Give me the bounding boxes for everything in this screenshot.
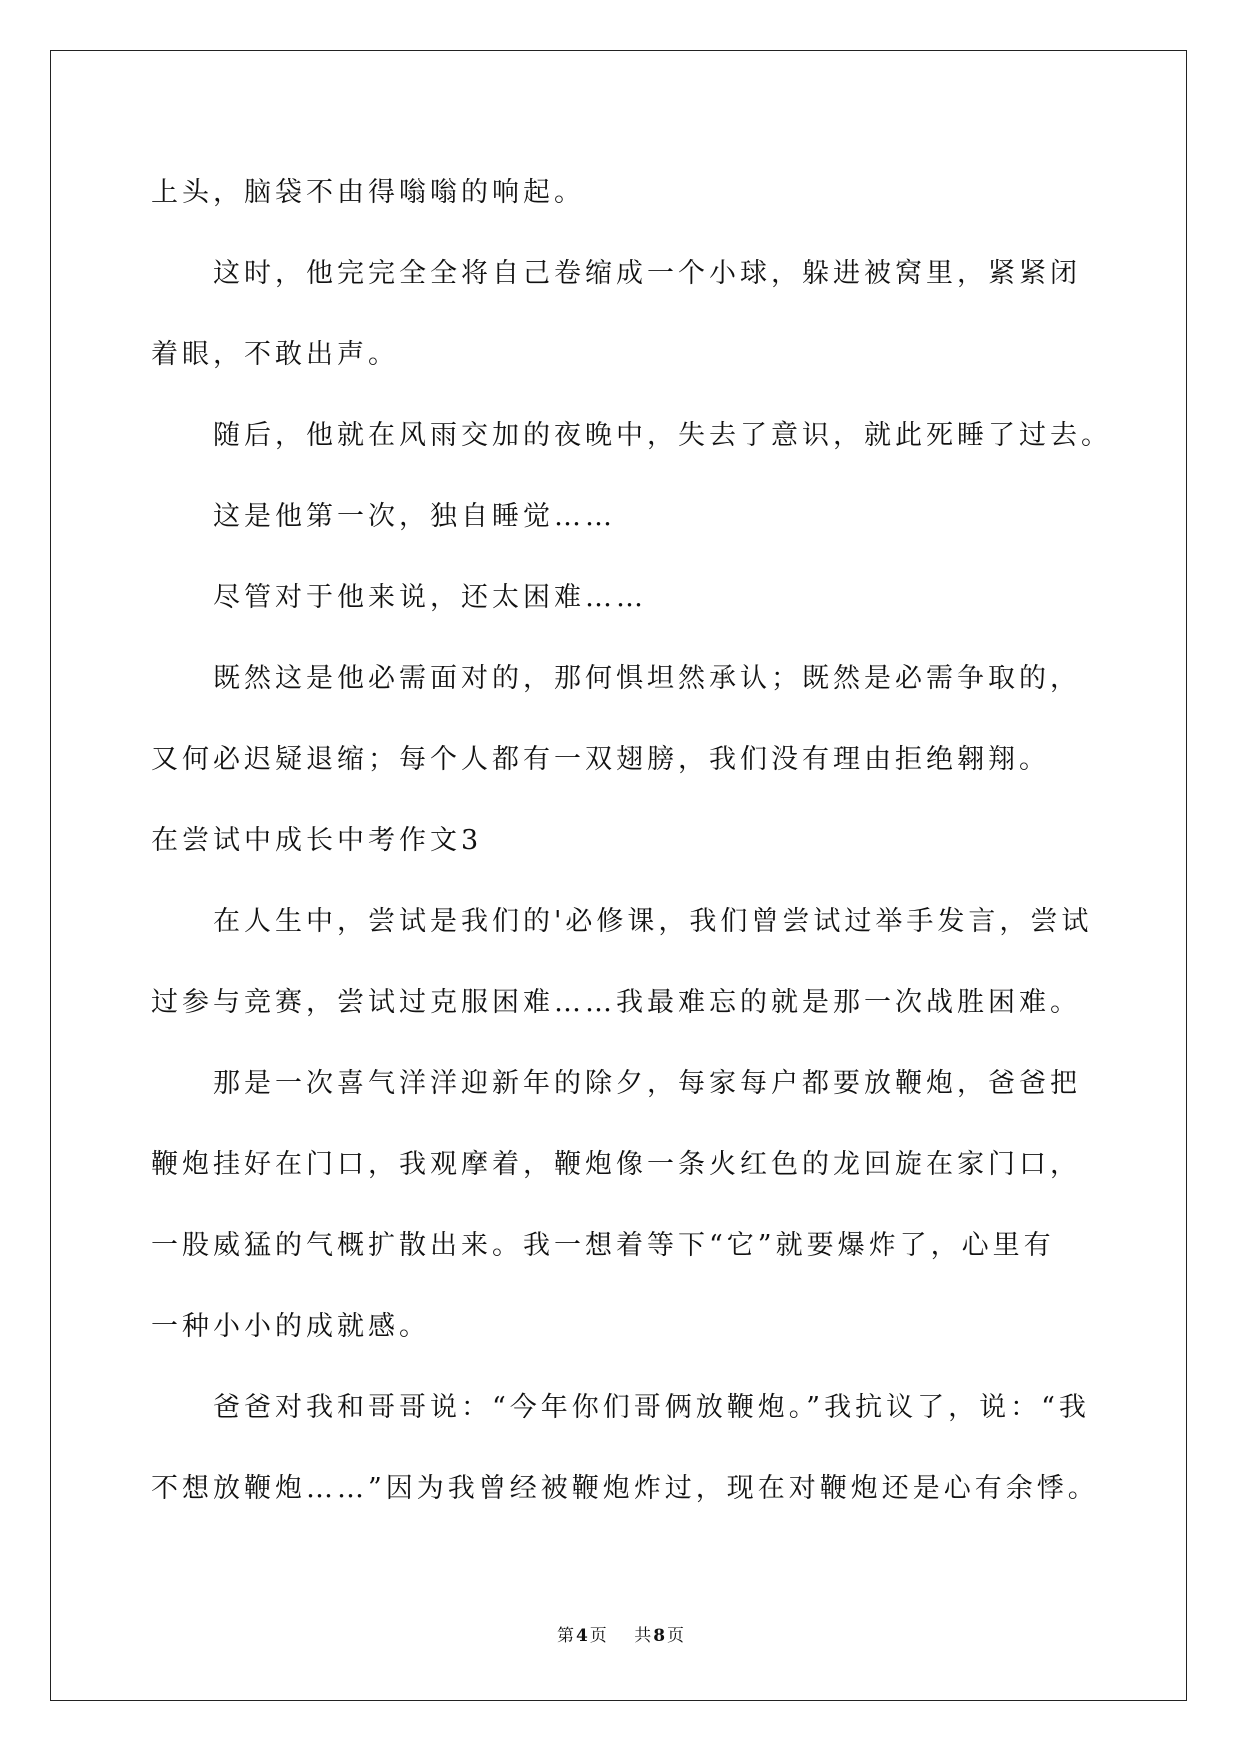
text-line: 上头，脑袋不由得嗡嗡的响起。 [151,177,585,208]
text-line: 这是他第一次，独自睡觉…… [213,501,616,532]
text-line: 那是一次喜气洋洋迎新年的除夕，每家每户都要放鞭炮，爸爸把 [213,1068,1081,1099]
paragraph [151,1043,1161,1367]
page-indicator [557,1626,612,1646]
paragraph [151,476,1161,557]
text-line: 一种小小的成就感。 [151,1311,430,1342]
paragraph [151,638,1161,800]
page-number: 4 [575,1626,588,1646]
page-prefix: 第 [556,1626,574,1646]
paragraph [151,881,1161,1043]
page-suffix: 页 [589,1626,607,1646]
text-line: 这时，他完完全全将自己卷缩成一个小球，躲进被窝里，紧紧闭 [213,258,1081,289]
text-line: 在人生中，尝试是我们的'必修课，我们曾尝试过举手发言，尝试 [213,906,1093,937]
essay-title: 在尝试中成长中考作文3 [151,825,483,856]
total-prefix: 共 [634,1626,652,1646]
document-body [151,152,1161,1529]
paragraph [151,152,1161,233]
text-line: 又何必迟疑退缩；每个人都有一双翅膀，我们没有理由拒绝翱翔。 [151,744,1050,775]
text-line: 爸爸对我和哥哥说：“今年你们哥俩放鞭炮。”我抗议了，说：“我 [213,1392,1090,1423]
paragraph [151,1367,1161,1529]
paragraph [151,557,1161,638]
page-footer [0,1624,1241,1648]
text-line: 既然这是他必需面对的，那何惧坦然承认；既然是必需争取的， [213,663,1081,694]
paragraph [151,233,1161,395]
text-line: 不想放鞭炮……”因为我曾经被鞭炮炸过，现在对鞭炮还是心有余悸。 [151,1473,1099,1504]
text-line: 过参与竞赛，尝试过克服困难……我最难忘的就是那一次战胜困难。 [151,987,1081,1018]
total-suffix: 页 [667,1626,685,1646]
text-line: 尽管对于他来说，还太困难…… [213,582,647,613]
text-line: 随后，他就在风雨交加的夜晚中，失去了意识，就此死睡了过去。 [213,420,1112,451]
text-line: 鞭炮挂好在门口，我观摩着，鞭炮像一条火红色的龙回旋在家门口， [151,1149,1081,1180]
text-line: 一股威猛的气概扩散出来。我一想着等下“它”就要爆炸了，心里有 [151,1230,1055,1261]
text-line: 着眼，不敢出声。 [151,339,399,370]
paragraph [151,395,1161,476]
total-pages-indicator [634,1626,684,1646]
total-pages: 8 [653,1626,666,1646]
